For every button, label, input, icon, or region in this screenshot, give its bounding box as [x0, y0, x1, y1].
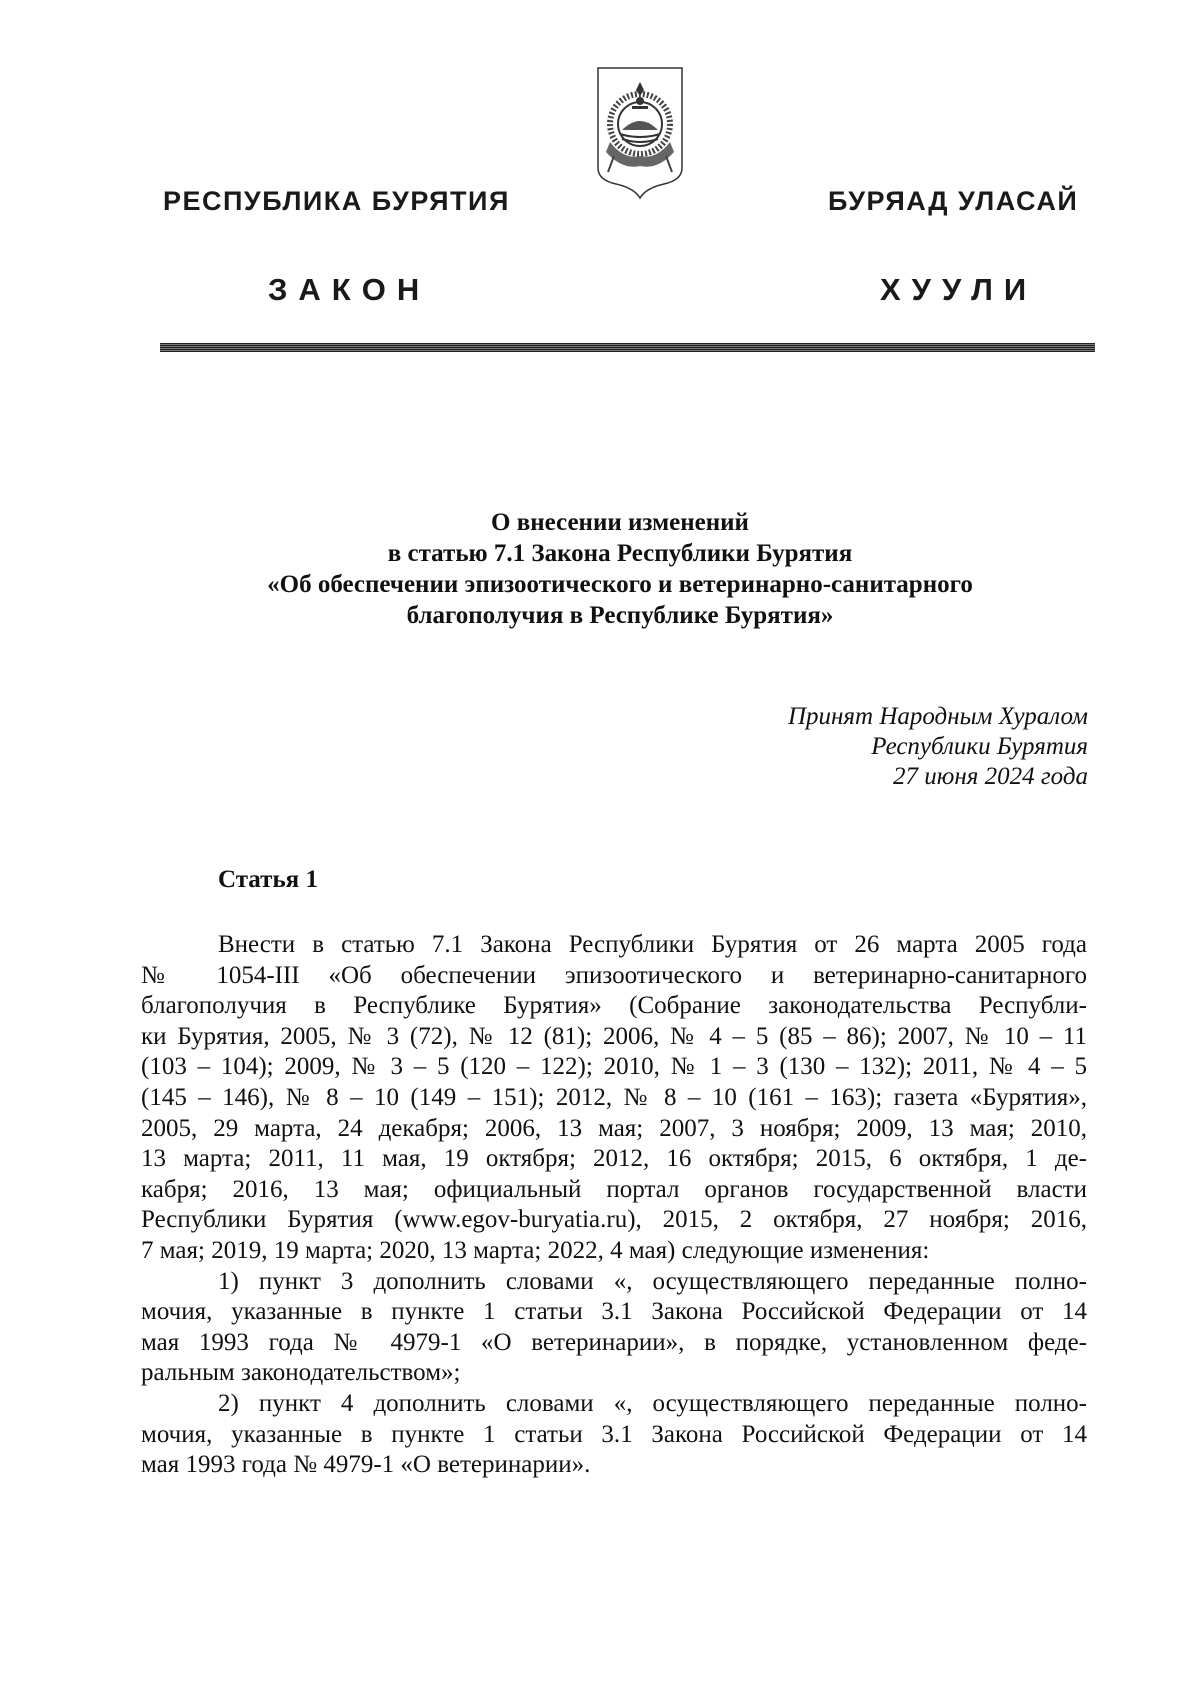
body-line: 13 марта; 2011, 11 мая, 19 октября; 2012, 16 октября; 2015, 6 октября, 1 де-	[141, 1145, 1087, 1173]
body-line: Внести в статью 7.1 Закона Республики Бурятия от 26 марта 2005 года	[218, 931, 1087, 958]
body-line: мочия, указанные в пункте 1 статьи 3.1 Закона Российской Федерации от 14	[141, 1420, 1087, 1448]
body-line: (103 – 104); 2009, № 3 – 5 (120 – 122); 2010, № 1 – 3 (130 – 132); 2011, № 4 – 5	[141, 1053, 1087, 1081]
adoption-date: 27 июня 2024 года	[893, 763, 1088, 790]
body-line: 1) пункт 3 дополнить словами «, осуществляющего переданные полно-	[218, 1267, 1087, 1295]
body-line: мая 1993 года № 4979-1 «О ветеринарии».	[141, 1451, 591, 1479]
header-divider	[160, 343, 1095, 352]
body-line: кабря; 2016, 13 мая; официальный портал органов государственной власти	[141, 1175, 1087, 1203]
body-line: Республики Бурятия (www.egov-buryatia.ru), 2015, 2 октября, 27 ноября; 2016,	[141, 1206, 1087, 1234]
article-body	[141, 930, 1087, 1481]
coat-of-arms-icon	[594, 64, 686, 200]
law-label-russian: ЗАКОН	[268, 272, 431, 307]
body-line: мочия, указанные в пункте 1 статьи 3.1 Закона Российской Федерации от 14	[141, 1298, 1087, 1326]
article-heading: Статья 1	[218, 866, 318, 893]
title-line: О внесении изменений	[491, 509, 749, 536]
body-line: 2005, 29 марта, 24 декабря; 2006, 13 мая; 2007, 3 ноября; 2009, 13 мая; 2010,	[141, 1114, 1087, 1142]
title-line: в статью 7.1 Закона Республики Бурятия	[387, 540, 853, 567]
body-line: мая 1993 года № 4979-1 «О ветеринарии», в порядке, установленном феде-	[141, 1328, 1087, 1356]
republic-name-buryat: БУРЯАД УЛАСАЙ	[828, 186, 1079, 216]
law-label-buryat: ХУУЛИ	[880, 272, 1038, 307]
republic-name-russian: РЕСПУБЛИКА БУРЯТИЯ	[163, 186, 510, 216]
body-line: № 1054-III «Об обеспечении эпизоотического и ветеринарно-санитарного	[141, 961, 1087, 989]
law-title	[150, 507, 1090, 631]
body-line: благополучия в Республике Бурятия» (Собрание законодательства Республи-	[141, 992, 1087, 1020]
body-line: 7 мая; 2019, 19 марта; 2020, 13 марта; 2022, 4 мая) следующие изменения:	[141, 1236, 930, 1264]
body-line: (145 – 146), № 8 – 10 (149 – 151); 2012, № 8 – 10 (161 – 163); газета «Бурятия»,	[141, 1083, 1087, 1111]
adoption-line: Республики Бурятия	[871, 733, 1088, 760]
body-line: ральным законодательством»;	[141, 1359, 461, 1387]
adoption-note	[788, 702, 1088, 792]
adoption-line: Принят Народным Хуралом	[787, 703, 1088, 730]
title-line: благополучия в Республике Бурятия»	[406, 602, 834, 629]
body-line: ки Бурятия, 2005, № 3 (72), № 12 (81); 2006, № 4 – 5 (85 – 86); 2007, № 10 – 11	[141, 1022, 1087, 1050]
title-line: «Об обеспечении эпизоотического и ветеринарно-санитарного	[267, 571, 973, 598]
body-line: 2) пункт 4 дополнить словами «, осуществляющего переданные полно-	[218, 1389, 1087, 1417]
